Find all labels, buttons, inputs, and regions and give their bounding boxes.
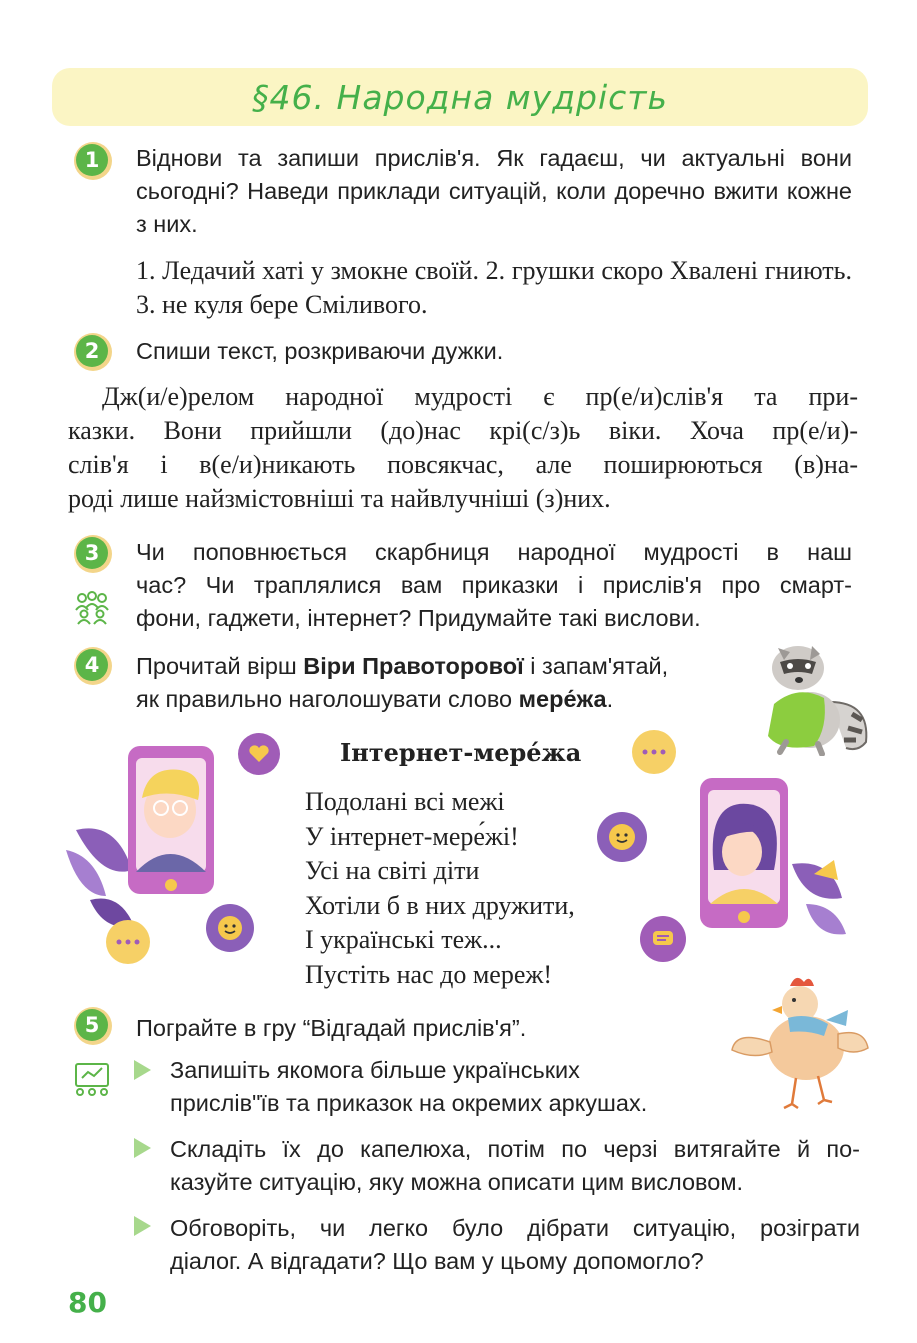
heart-bubble-icon [238, 733, 280, 775]
task-number-badge: 4 [74, 647, 112, 685]
task-number-badge: 2 [74, 333, 112, 371]
task-3-instruction: Чи поповнюється скарбниця народної мудрості в наш час? Чи траплялися вам приказки і прислів'я про смарт- фони, гаджети, інтернет? Придумайте такі вислови. [136, 539, 852, 631]
page-number: 80 [68, 1286, 107, 1319]
girl-phone-illustration [696, 774, 856, 944]
poem-line: Подолані всі межі [305, 787, 505, 816]
bullet-arrow-icon [134, 1138, 151, 1158]
task-1-proverbs: 1. Ледачий хаті у змокне своїй. 2. грушки скоро Хвалені гниють. 3. не куля бере Сміливого. [136, 256, 852, 319]
task-number-badge: 1 [74, 142, 112, 180]
game-board-icon [72, 1060, 112, 1100]
poem-line: У інтернет-мере́жі! [305, 821, 519, 851]
smiley-bubble-icon [206, 904, 254, 952]
boy-phone-illustration [66, 740, 286, 970]
section-title: §46. Народна мудрість [252, 78, 668, 117]
raccoon-illustration [752, 632, 874, 756]
task-number-badge: 5 [74, 1007, 112, 1045]
poem-line: Хотіли б в них дружити, [305, 890, 575, 920]
task-5-bullet: Складіть їх до капелюха, потім по черзі витягайте й по- казуйте ситуацію, яку можна описати цим висловом. [170, 1136, 860, 1195]
task-5-bullet: Запишіть якомога більше українських прислів"їв та приказок на окремих аркушах. [170, 1057, 648, 1116]
task-number-badge: 3 [74, 535, 112, 573]
group-work-icon [72, 590, 112, 626]
section-header [52, 68, 868, 126]
bullet-arrow-icon [134, 1216, 151, 1236]
dots-bubble-icon [106, 920, 150, 964]
task-5-instruction: Пограйте в гру “Відгадай прислів'я”. [136, 1015, 527, 1041]
chicken-illustration [730, 968, 870, 1114]
poem-title: Інтернет-мере́жа [340, 738, 582, 767]
dots-bubble-icon [632, 730, 676, 774]
chat-bubble-icon [640, 916, 686, 962]
poem-line: І українські теж... [305, 925, 502, 954]
task-5-bullet: Обговоріть, чи легко було дібрати ситуацію, розіграти діалог. А відгадати? Що вам у цьому допомогло? [170, 1215, 860, 1274]
poem-line: Пустіть нас до мереж! [305, 959, 552, 989]
task-1-instruction: Віднови та запиши прислів'я. Як гадаєш, чи актуальні вони сьогодні? Наведи приклади ситуацій, коли доречно вжити кожне з них. [136, 145, 852, 237]
poem-body [305, 785, 575, 992]
poem-line: Усі на світі діти [305, 856, 480, 885]
bullet-arrow-icon [134, 1060, 151, 1080]
task-2-passage: Дж(и/е)релом народної мудрості є пр(е/и)слів'я та при- казки. Вони прийшли (до)нас крі(с/з)ь віки. Хоча пр(е/и)- слів'я і в(е/и)никають повсякчас, але поширюються (в)на- роді лише найзмістовніші та найвлучніші (з)них. [68, 382, 858, 513]
smiley-bubble-icon [597, 812, 647, 862]
task-2-instruction: Спиши текст, розкриваючи дужки. [136, 338, 504, 364]
task-4-instruction: Прочитай вірш Віри Правоторової і запам'ятай, як правильно наголошувати слово мере́жа. [136, 653, 669, 712]
